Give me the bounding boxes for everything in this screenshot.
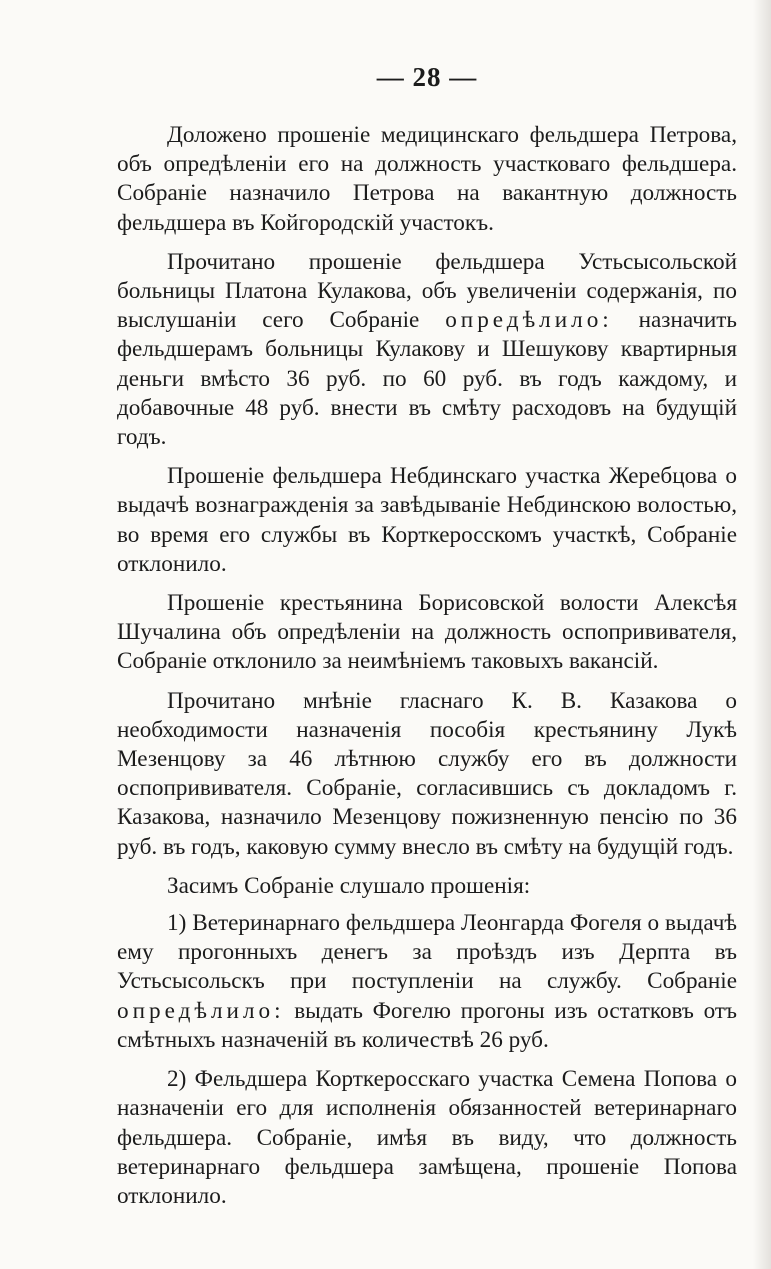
page-number: — 28 — bbox=[376, 62, 478, 92]
paragraph-kulakov bbox=[117, 248, 737, 452]
paragraph-kazakov: Прочитано мнѣніе гласнаго К. В. Казакова о необходимости назначенія пособія крестьянину Лукѣ Мезенцову за 46 лѣтнюю службу его въ должности оспопрививателя. Собраніе, согласившись съ докладомъ г. Казакова, назначило Мезенцову пожизненную пенсію по 36 руб. въ годъ, каковую сумму внесло въ смѣту на будущій годъ. bbox=[117, 687, 737, 860]
paragraph-kulakov-spaced-word: опредѣлило: bbox=[445, 307, 613, 334]
paragraph-petitions-intro: Засимъ Собраніе слушало прошенія: bbox=[167, 872, 531, 899]
paragraph-kulakov-text-start: Прочитано прошеніе фельдшера Устьсысольской больницы Платона Кулакова, объ увеличеніи содержанія, по выслушаніи сего Собраніе bbox=[117, 248, 737, 334]
paragraph-popov: 2) Фельдшера Корткеросскаго участка Семена Попова о назначеніи его для исполненія обязанностей ветеринарнаго фельдшера. Собраніе, имѣя въ виду, что должность ветеринарнаго фельдшера замѣщена, прошеніе Попова отклонило. bbox=[117, 1066, 737, 1209]
paragraph-fogel-text-end: выдать Фогелю прогоны изъ остатковъ отъ смѣтныхъ назначеній въ количествѣ 26 руб. bbox=[117, 997, 737, 1053]
paragraph-fogel bbox=[117, 909, 737, 1055]
paragraph-petrov: Доложено прошеніе медицинскаго фельдшера Петрова, объ опредѣленіи его на должность участковаго фельдшера. Собраніе назначило Петрова на вакантную должность фельдшера въ Койгородскій участокъ. bbox=[117, 122, 737, 236]
page-edge-shadow bbox=[753, 0, 771, 1269]
paragraph-zherebtsov: Прошеніе фельдшера Небдинскаго участка Жеребцова о выдачѣ вознагражденія за завѣдываніе Небдинскою волостью, во время его службы въ Корткеросскомъ участкѣ, Собраніе отклонило. bbox=[117, 463, 737, 577]
paragraph-shuchalin: Прошеніе крестьянина Борисовской волости Алексѣя Шучалина объ опредѣленіи на должность оспопрививателя, Собраніе отклонило за неимѣніемъ таковыхъ вакансій. bbox=[117, 590, 737, 675]
paragraph-kulakov-text-end: назначить фельдшерамъ больницы Кулакову и Шешукову квартирныя деньги вмѣсто 36 руб. по 60 руб. въ годъ каждому, и добавочные 48 руб. внести въ смѣту расходовъ на будущій годъ. bbox=[117, 307, 737, 451]
document-page bbox=[117, 62, 737, 1221]
paragraph-fogel-spaced-word: опредѣлило: bbox=[117, 997, 285, 1024]
paragraph-fogel-text-start: 1) Ветеринарнаго фельдшера Леонгарда Фогеля о выдачѣ ему прогонныхъ денегъ за проѣздъ изъ Дерпта въ Устьсысольскъ при поступленіи на службу. Собраніе bbox=[117, 910, 737, 995]
